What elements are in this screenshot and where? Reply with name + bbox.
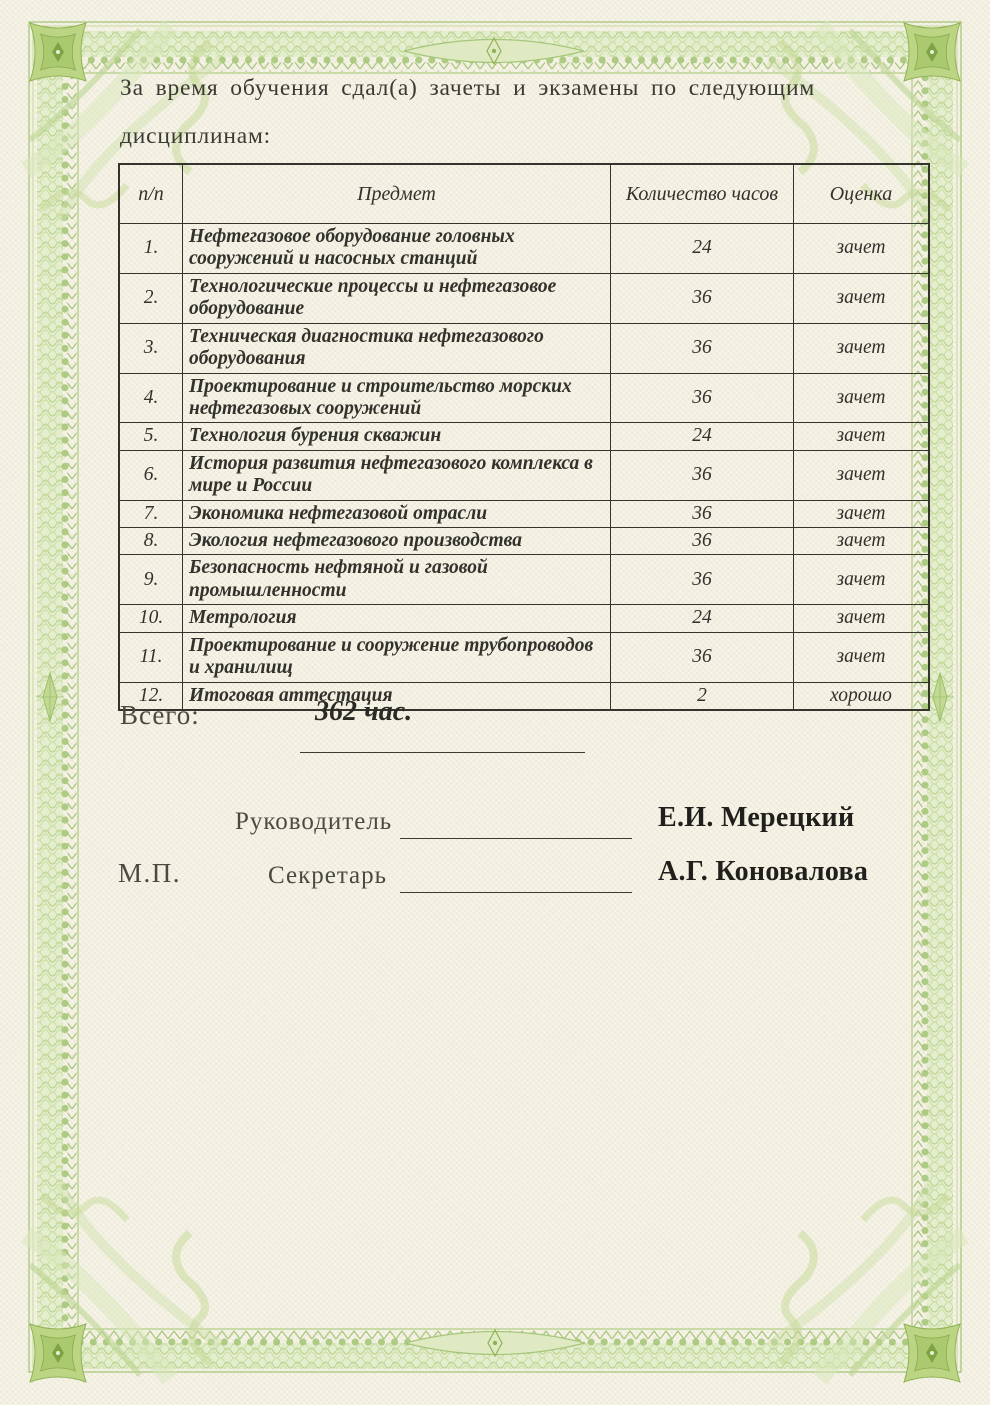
row-grade: зачет [794, 500, 930, 527]
total-hours-value: 362 час. [315, 696, 413, 727]
table-row [119, 528, 929, 555]
row-num: 7. [119, 500, 183, 527]
row-num: 11. [119, 632, 183, 682]
row-hours: 36 [611, 555, 794, 605]
column-header-num: п/п [119, 164, 183, 224]
row-subject: Экология нефтегазового производства [183, 528, 611, 555]
row-grade: зачет [794, 323, 930, 373]
row-hours: 36 [611, 500, 794, 527]
row-hours: 24 [611, 224, 794, 274]
table-row [119, 273, 929, 323]
table-row [119, 323, 929, 373]
row-grade: зачет [794, 373, 930, 423]
row-hours: 24 [611, 423, 794, 450]
table-row [119, 373, 929, 423]
row-num: 9. [119, 555, 183, 605]
row-hours: 36 [611, 528, 794, 555]
row-grade: зачет [794, 605, 930, 632]
head-signature-name: Е.И. Мерецкий [658, 802, 855, 833]
row-grade: зачет [794, 450, 930, 500]
row-num: 5. [119, 423, 183, 450]
table-row [119, 605, 929, 632]
row-subject: Нефтегазовое оборудование головных сооружений и насосных станций [183, 224, 611, 274]
table-row [119, 224, 929, 274]
row-num: 4. [119, 373, 183, 423]
head-signature-line [400, 808, 632, 839]
row-grade: зачет [794, 632, 930, 682]
total-underline [300, 720, 585, 753]
row-grade: зачет [794, 423, 930, 450]
row-hours: 36 [611, 373, 794, 423]
row-subject: Метрология [183, 605, 611, 632]
table-row [119, 632, 929, 682]
row-num: 2. [119, 273, 183, 323]
row-hours: 2 [611, 682, 794, 710]
row-hours: 24 [611, 605, 794, 632]
secretary-signature-name: А.Г. Коновалова [658, 856, 869, 887]
total-label: Всего: [120, 700, 200, 730]
subjects-table [118, 163, 930, 711]
row-hours: 36 [611, 273, 794, 323]
row-subject: Экономика нефтегазовой отрасли [183, 500, 611, 527]
row-grade: хорошо [794, 682, 930, 710]
row-subject: Проектирование и строительство морских нефтегазовых сооружений [183, 373, 611, 423]
table-row [119, 423, 929, 450]
row-grade: зачет [794, 555, 930, 605]
row-hours: 36 [611, 632, 794, 682]
row-subject: Безопасность нефтяной и газовой промышленности [183, 555, 611, 605]
row-num: 6. [119, 450, 183, 500]
stamp-place-label: М.П. [118, 858, 182, 888]
row-grade: зачет [794, 224, 930, 274]
column-header-subject: Предмет [183, 164, 611, 224]
row-subject: История развития нефтегазового комплекса в мире и России [183, 450, 611, 500]
table-row [119, 500, 929, 527]
row-grade: зачет [794, 273, 930, 323]
table-header-row [119, 164, 929, 224]
table-row [119, 450, 929, 500]
column-header-grade: Оценка [794, 164, 930, 224]
table-row [119, 555, 929, 605]
row-grade: зачет [794, 528, 930, 555]
row-subject: Проектирование и сооружение трубопроводов и хранилищ [183, 632, 611, 682]
row-subject: Итоговая аттестация [183, 682, 611, 710]
row-hours: 36 [611, 450, 794, 500]
row-num: 8. [119, 528, 183, 555]
row-subject: Технология бурения скважин [183, 423, 611, 450]
row-hours: 36 [611, 323, 794, 373]
row-num: 10. [119, 605, 183, 632]
row-subject: Техническая диагностика нефтегазового оборудования [183, 323, 611, 373]
row-num: 3. [119, 323, 183, 373]
secretary-signature-title: Секретарь [268, 862, 388, 889]
secretary-signature-line [400, 862, 632, 893]
row-num: 12. [119, 682, 183, 710]
column-header-hours: Количество часов [611, 164, 794, 224]
table-row [119, 682, 929, 710]
head-signature-title: Руководитель [235, 808, 393, 835]
page-title: За время обучения сдал(а) зачеты и экзамены по следующим дисциплинам: [120, 75, 815, 150]
row-subject: Технологические процессы и нефтегазовое оборудование [183, 273, 611, 323]
row-num: 1. [119, 224, 183, 274]
